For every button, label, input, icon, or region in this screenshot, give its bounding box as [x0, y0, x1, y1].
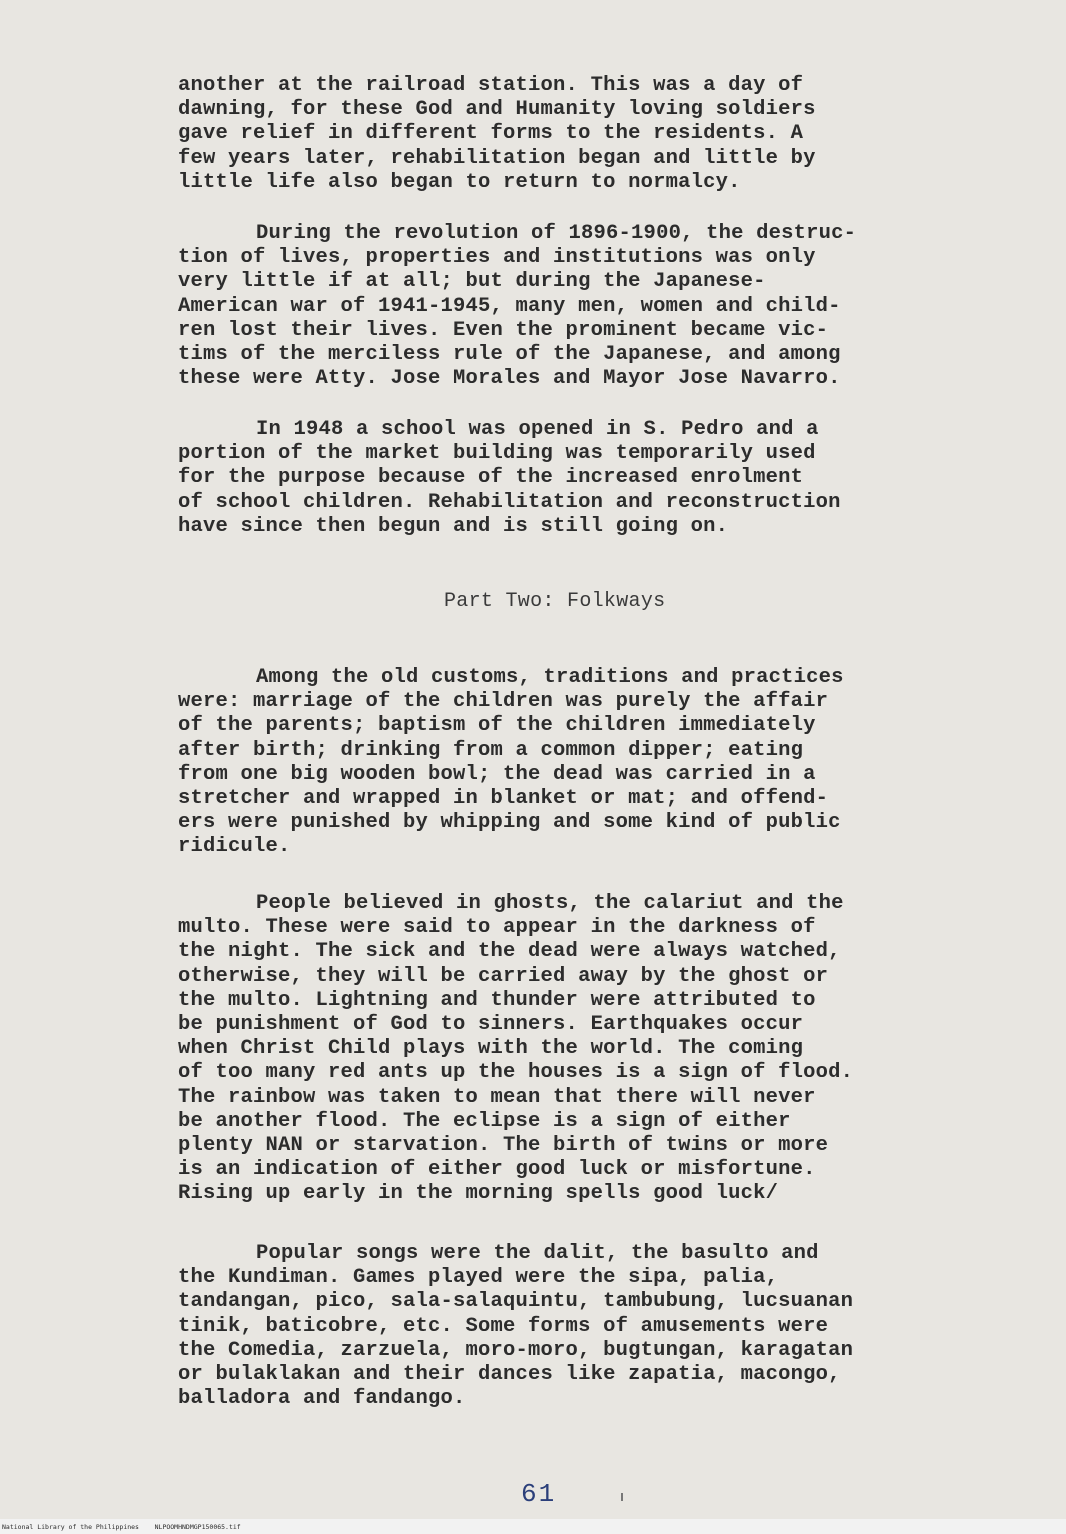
text-line: tinik, baticobre, etc. Some forms of amusements were: [178, 1314, 829, 1338]
text-line: for the purpose because of the increased enrolment: [178, 466, 804, 490]
text-line: ridicule.: [178, 835, 291, 859]
text-line: few years later, rehabilitation began and little by: [178, 146, 816, 170]
section-heading: Part Two: Folkways: [444, 590, 666, 613]
text-line: when Christ Child plays with the world. The coming: [178, 1037, 804, 1061]
paragraph-5: [178, 892, 998, 1207]
text-line: multo. These were said to appear in the darkness of: [178, 916, 816, 940]
text-line: were: marriage of the children was purely the affair: [178, 690, 829, 714]
text-line: dawning, for these God and Humanity loving soldiers: [178, 98, 816, 122]
footer-caption: National Library of the Philippines NLPOOMHNDMGP150065.tif: [2, 1523, 241, 1531]
text-line: otherwise, they will be carried away by the ghost or: [178, 964, 829, 988]
text-line: these were Atty. Jose Morales and Mayor Jose Navarro.: [178, 367, 841, 391]
text-line: tion of lives, properties and institutions was only: [178, 246, 816, 270]
text-line: stretcher and wrapped in blanket or mat; and offend-: [178, 787, 829, 811]
text-line: be punishment of God to sinners. Earthquakes occur: [178, 1013, 804, 1037]
text-line: the Kundiman. Games played were the sipa, palia,: [178, 1266, 779, 1290]
text-line: ren lost their lives. Even the prominent became vic-: [178, 318, 829, 342]
paragraph-6: [178, 1242, 998, 1411]
text-line: Among the old customs, traditions and practices: [256, 666, 844, 689]
text-line: of too many red ants up the houses is a sign of flood.: [178, 1061, 854, 1085]
paragraph-1: [178, 74, 998, 195]
text-line: the night. The sick and the dead were always watched,: [178, 940, 841, 964]
paragraph-2: [178, 222, 998, 391]
text-line: The rainbow was taken to mean that there will never: [178, 1085, 816, 1109]
text-line: be another flood. The eclipse is a sign of either: [178, 1109, 791, 1133]
text-line: the multo. Lightning and thunder were attributed to: [178, 988, 816, 1012]
pencil-mark: [621, 1493, 623, 1501]
text-line: or bulaklakan and their dances like zapatia, macongo,: [178, 1363, 841, 1387]
text-line: People believed in ghosts, the calariut and the: [256, 892, 844, 915]
text-line: tandangan, pico, sala-salaquintu, tambubung, lucsuanan: [178, 1290, 854, 1314]
text-line: from one big wooden bowl; the dead was carried in a: [178, 762, 816, 786]
paragraph-4: [178, 666, 998, 860]
text-line: ers were punished by whipping and some kind of public: [178, 811, 841, 835]
text-line: Popular songs were the dalit, the basulto and: [256, 1242, 819, 1265]
text-line: have since then begun and is still going on.: [178, 514, 729, 538]
text-line: portion of the market building was temporarily used: [178, 442, 816, 466]
text-line: of the parents; baptism of the children immediately: [178, 714, 816, 738]
paragraph-3: [178, 418, 998, 539]
text-line: another at the railroad station. This was a day of: [178, 74, 804, 97]
text-line: very little if at all; but during the Japanese-: [178, 270, 766, 294]
text-line: gave relief in different forms to the residents. A: [178, 122, 804, 146]
text-line: the Comedia, zarzuela, moro-moro, bugtungan, karagatan: [178, 1338, 854, 1362]
text-line: Rising up early in the morning spells good luck/: [178, 1182, 779, 1206]
page-number: 61: [521, 1479, 557, 1509]
text-line: During the revolution of 1896-1900, the destruc-: [256, 222, 857, 245]
text-line: is an indication of either good luck or misfortune.: [178, 1158, 816, 1182]
text-line: balladora and fandango.: [178, 1387, 466, 1411]
text-line: plenty NAN or starvation. The birth of twins or more: [178, 1134, 829, 1158]
text-line: In 1948 a school was opened in S. Pedro and a: [256, 418, 819, 441]
text-line: of school children. Rehabilitation and reconstruction: [178, 490, 841, 514]
text-line: little life also began to return to normalcy.: [178, 170, 741, 194]
text-line: after birth; drinking from a common dipper; eating: [178, 738, 804, 762]
text-line: tims of the merciless rule of the Japanese, and among: [178, 343, 841, 367]
text-line: American war of 1941-1945, many men, women and child-: [178, 294, 841, 318]
